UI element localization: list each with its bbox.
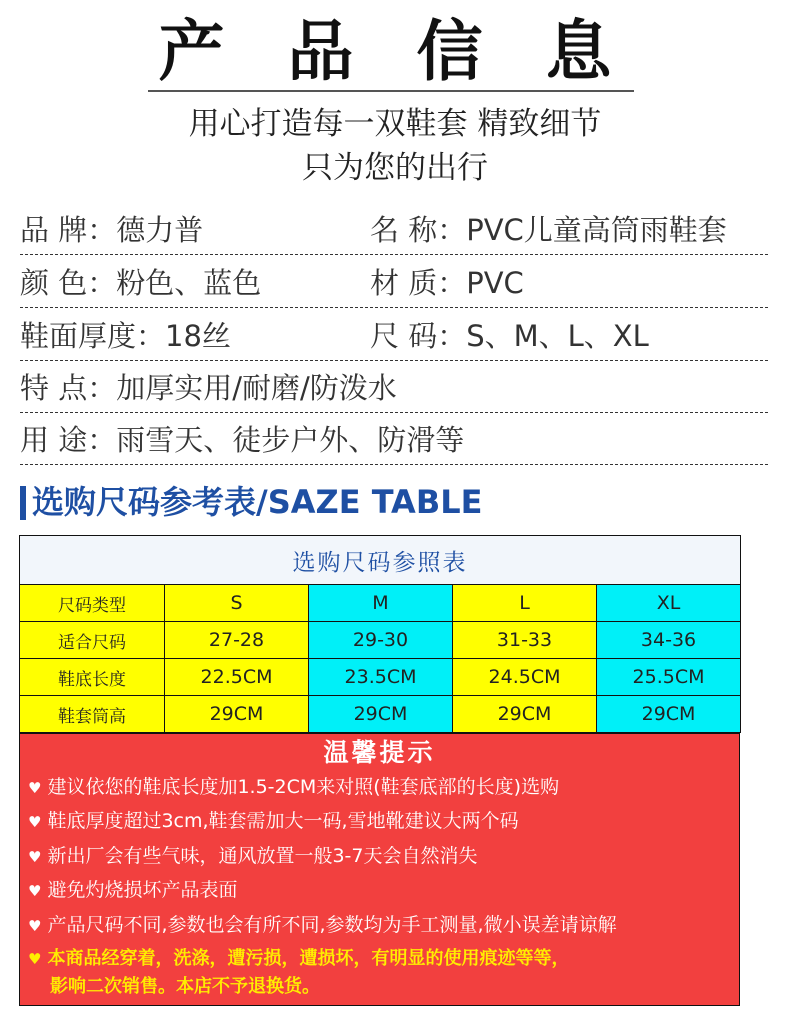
tip-text: 建议依您的鞋底长度加1.5-2CM来对照(鞋套底部的长度)选购: [47, 776, 560, 798]
table-row: [20, 585, 741, 622]
spec-product-name: 名 称：PVC儿童高筒雨鞋套: [370, 213, 727, 247]
table-cell: M: [309, 585, 453, 622]
heart-icon: ♥: [28, 950, 42, 968]
tip-text: 新出厂会有些气味，通风放置一般3-7天会自然消失: [47, 845, 478, 867]
warning-line-1: [28, 946, 569, 972]
tip-text: 产品尺码不同,参数也会有所不同,参数均为手工测量,微小误差请谅解: [47, 914, 617, 936]
table-cell: S: [165, 585, 309, 622]
list-item: [28, 877, 237, 904]
heart-icon: ♥: [28, 813, 42, 831]
row-label: 鞋套筒高: [20, 696, 165, 733]
table-cell: 23.5CM: [309, 659, 453, 696]
spec-material: 材 质：PVC: [370, 266, 524, 300]
table-cell: 31-33: [453, 622, 597, 659]
tips-panel: [19, 733, 740, 1006]
row-label: 适合尺码: [20, 622, 165, 659]
list-item: [28, 774, 559, 801]
table-cell: 29CM: [309, 696, 453, 733]
subtitle-line-1: 用心打造每一双鞋套 精致细节: [188, 106, 602, 142]
table-cell: 29CM: [165, 696, 309, 733]
page-title: 产 品 信 息: [158, 13, 632, 90]
table-row: [20, 622, 741, 659]
size-table-caption: 选购尺码参照表: [20, 536, 741, 585]
section-title: 选购尺码参考表/SAZE TABLE: [32, 483, 483, 521]
subtitle-line-2: 只为您的出行: [302, 150, 488, 186]
section-marker: [20, 486, 26, 520]
table-cell: XL: [597, 585, 741, 622]
spec-thickness: 鞋面厚度：18丝: [20, 319, 231, 353]
row-label: 尺码类型: [20, 585, 165, 622]
row-label: 鞋底长度: [20, 659, 165, 696]
title-divider: [148, 90, 634, 92]
table-cell: L: [453, 585, 597, 622]
spec-color: 颜 色：粉色、蓝色: [20, 266, 262, 300]
spec-row-thickness-size: [20, 312, 768, 361]
spec-feature: 特 点：加厚实用/耐磨/防泼水: [20, 371, 397, 405]
list-item: [28, 912, 617, 939]
warning-text: 本商品经穿着，洗涤，遭污损，遭损坏，有明显的使用痕迹等等，: [47, 948, 570, 969]
spec-row-feature: [20, 364, 768, 413]
list-item: [28, 843, 478, 870]
list-item: [28, 808, 519, 835]
warning-line-2: 影响二次销售。本店不予退换货。: [50, 976, 320, 997]
spec-row-usage: [20, 416, 768, 465]
tips-title: 温馨提示: [323, 738, 436, 767]
table-cell: 24.5CM: [453, 659, 597, 696]
spec-size: 尺 码：S、M、L、XL: [370, 319, 649, 353]
tip-text: 鞋底厚度超过3cm,鞋套需加大一码,雪地靴建议大两个码: [47, 810, 519, 832]
table-row: [20, 696, 741, 733]
table-row: [20, 659, 741, 696]
table-cell: 34-36: [597, 622, 741, 659]
table-cell: 27-28: [165, 622, 309, 659]
table-cell: 29-30: [309, 622, 453, 659]
table-cell: 25.5CM: [597, 659, 741, 696]
heart-icon: ♥: [28, 917, 42, 935]
size-chart-table: [19, 535, 741, 733]
heart-icon: ♥: [28, 848, 42, 866]
tip-text: 避免灼烧损坏产品表面: [47, 879, 238, 901]
spec-row-color-material: [20, 259, 768, 308]
heart-icon: ♥: [28, 779, 42, 797]
heart-icon: ♥: [28, 882, 42, 900]
table-cell: 22.5CM: [165, 659, 309, 696]
table-cell: 29CM: [453, 696, 597, 733]
spec-brand: 品 牌：德力普: [20, 213, 204, 247]
spec-usage: 用 途：雨雪天、徒步户外、防滑等: [20, 423, 465, 457]
table-cell: 29CM: [597, 696, 741, 733]
spec-row-brand-name: [20, 206, 768, 255]
